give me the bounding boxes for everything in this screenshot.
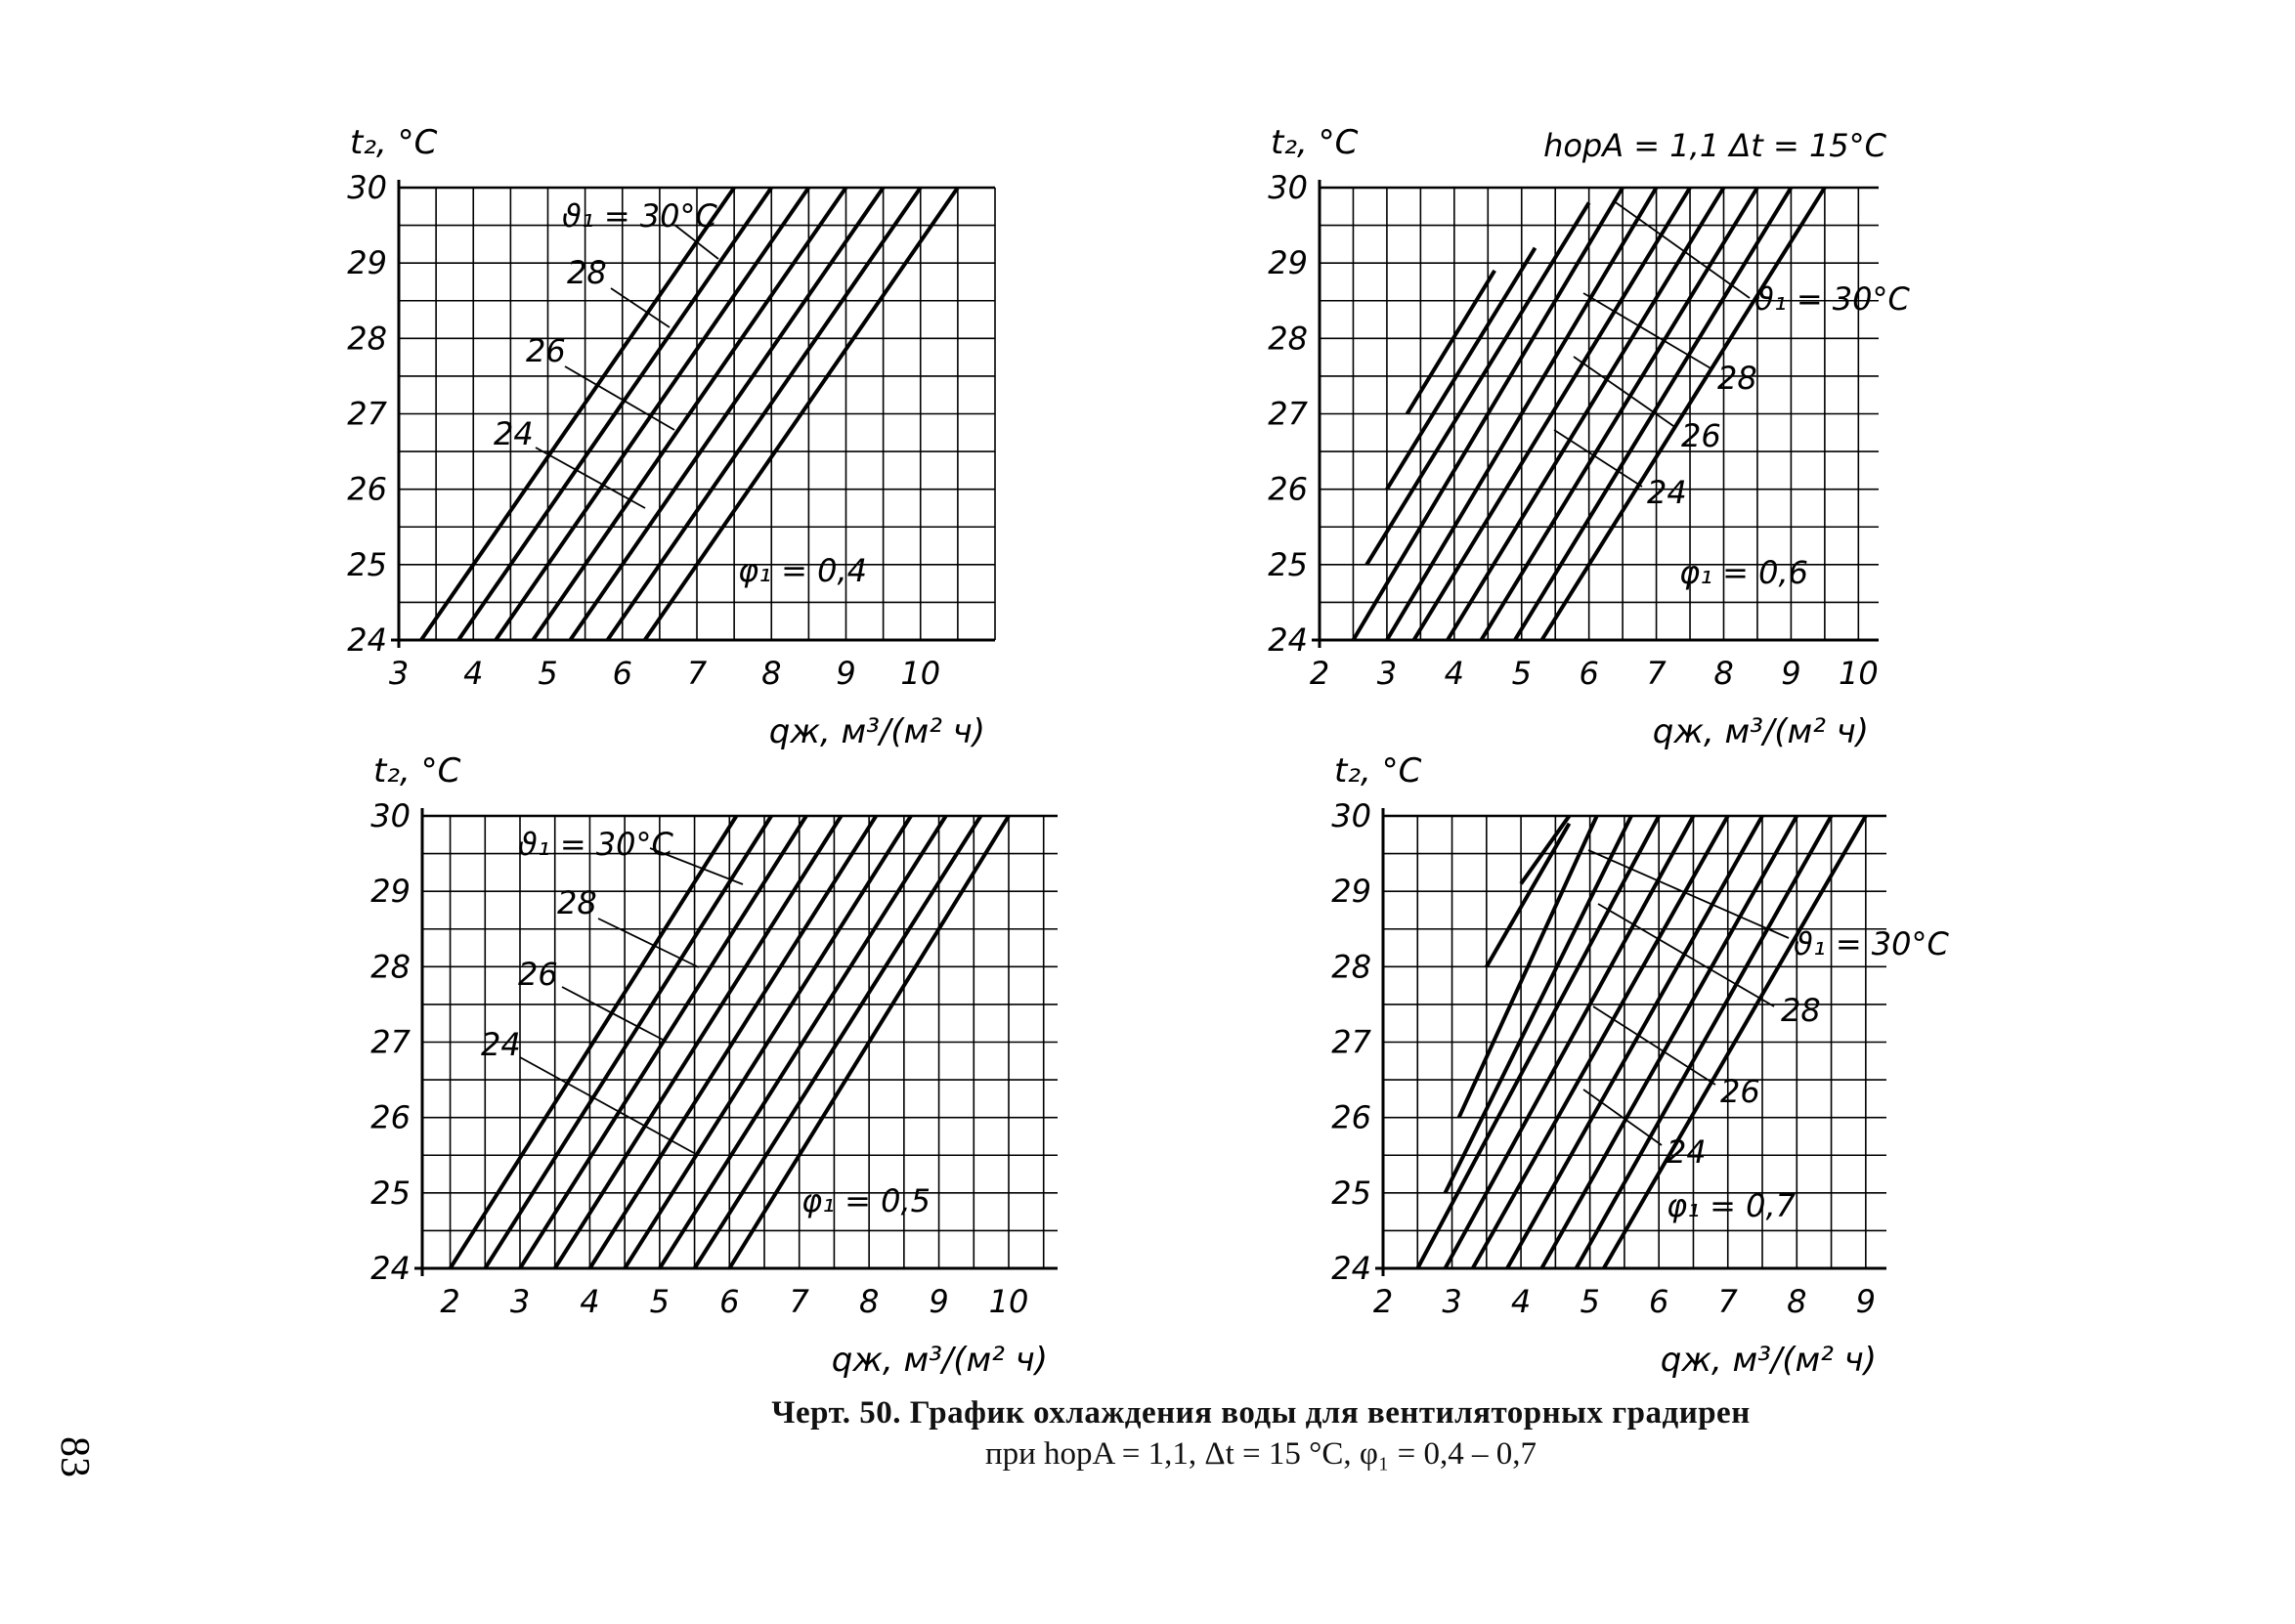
curve-label: 24 [494, 415, 534, 452]
y-tick-label: 26 [1331, 1098, 1371, 1136]
y-tick-label: 28 [1268, 320, 1308, 358]
y-tick-label: 30 [1268, 169, 1308, 206]
phi-annotation: φ₁ = 0,5 [801, 1182, 931, 1219]
x-tick-label: 6 [1579, 655, 1599, 692]
label-leader [1554, 430, 1642, 487]
page-number: 83 [52, 1436, 97, 1477]
curve-label: ϑ₁ = 30°C [1794, 925, 1949, 962]
chart-phi-0-4 [347, 123, 995, 751]
cooling-line [1521, 816, 1569, 883]
label-leader [598, 919, 699, 967]
x-tick-label: 8 [761, 655, 782, 692]
x-tick-label: 10 [900, 655, 941, 692]
y-tick-label: 25 [1331, 1174, 1371, 1212]
y-tick-label: 24 [1268, 621, 1308, 659]
curve-label: 24 [1647, 474, 1687, 511]
x-axis-title: qж, м³/(м² ч) [831, 1341, 1048, 1380]
chart-phi-0-7 [1331, 751, 1949, 1380]
x-tick-label: 4 [463, 655, 484, 692]
x-tick-label: 7 [1717, 1283, 1738, 1320]
x-tick-label: 9 [929, 1283, 949, 1320]
x-tick-label: 7 [789, 1283, 809, 1320]
y-tick-label: 24 [347, 621, 387, 659]
y-tick-label: 26 [347, 470, 387, 508]
x-tick-label: 3 [1442, 1283, 1462, 1320]
x-tick-label: 6 [1649, 1283, 1669, 1320]
x-tick-label: 9 [1855, 1283, 1877, 1320]
y-tick-label: 27 [347, 395, 387, 433]
x-tick-label: 2 [1372, 1283, 1394, 1320]
corner-note: hорA = 1,1 Δt = 15°C [1543, 127, 1886, 164]
x-tick-label: 10 [1838, 655, 1879, 692]
label-leader [562, 987, 665, 1041]
phi-annotation: φ₁ = 0,7 [1667, 1187, 1796, 1224]
y-tick-label: 28 [1331, 948, 1371, 986]
y-tick-label: 25 [370, 1174, 411, 1212]
y-axis-title: t₂, °C [1334, 751, 1422, 791]
x-tick-label: 6 [719, 1283, 740, 1320]
x-tick-label: 2 [1309, 655, 1330, 692]
curve-label: 26 [526, 332, 566, 369]
chart-phi-0-5 [370, 751, 1058, 1380]
y-tick-label: 27 [370, 1023, 411, 1061]
x-tick-label: 4 [580, 1283, 600, 1320]
phi-annotation: φ₁ = 0,4 [738, 552, 867, 589]
curve-label: 24 [481, 1026, 521, 1063]
y-tick-label: 28 [370, 948, 411, 986]
y-tick-label: 29 [347, 244, 387, 282]
x-tick-label: 7 [1646, 655, 1667, 692]
y-tick-label: 26 [370, 1098, 411, 1136]
y-tick-label: 25 [347, 545, 387, 583]
y-tick-label: 27 [1331, 1023, 1371, 1061]
y-tick-label: 28 [347, 320, 387, 358]
curve-label: 26 [518, 956, 558, 993]
curve-label: ϑ₁ = 30°C [518, 826, 673, 863]
y-tick-label: 29 [1331, 873, 1371, 911]
x-tick-label: 2 [440, 1283, 460, 1320]
x-tick-label: 5 [1580, 1283, 1600, 1320]
curve-label: ϑ₁ = 30°C [1754, 280, 1910, 318]
x-tick-label: 5 [538, 655, 558, 692]
figure-caption-params: при hорA = 1,1, Δt = 15 °C, φ₁ = 0,4 – 0,7 [984, 1436, 1537, 1472]
figure-caption-title: Черт. 50. График охлаждения воды для вентиляторных градирен [771, 1395, 1751, 1431]
x-axis-title: qж, м³/(м² ч) [768, 712, 985, 751]
y-tick-label: 27 [1268, 395, 1308, 433]
y-tick-label: 30 [1331, 797, 1371, 834]
x-tick-label: 4 [1444, 655, 1465, 692]
y-tick-label: 29 [370, 873, 411, 911]
y-axis-title: t₂, °C [1271, 123, 1359, 162]
x-tick-label: 5 [1511, 655, 1532, 692]
x-tick-label: 3 [388, 655, 410, 692]
x-tick-label: 7 [686, 655, 708, 692]
x-tick-label: 3 [1376, 655, 1398, 692]
x-tick-label: 8 [858, 1283, 880, 1320]
x-tick-label: 9 [1781, 655, 1801, 692]
curve-label: ϑ₁ = 30°C [562, 197, 717, 235]
x-tick-label: 10 [988, 1283, 1029, 1320]
curve-label: 28 [567, 254, 607, 291]
y-tick-label: 24 [370, 1250, 411, 1287]
y-axis-title: t₂, °C [350, 123, 438, 162]
x-tick-label: 4 [1510, 1283, 1532, 1320]
label-leader [520, 1057, 694, 1153]
curve-label: 28 [1781, 992, 1821, 1029]
y-tick-label: 29 [1268, 244, 1308, 282]
y-tick-label: 30 [370, 797, 411, 834]
cooling-line [1487, 824, 1570, 967]
y-tick-label: 25 [1268, 545, 1308, 583]
curve-label: 28 [557, 884, 597, 921]
label-leader [1593, 1006, 1715, 1085]
y-tick-label: 24 [1331, 1250, 1371, 1287]
x-tick-label: 6 [612, 655, 632, 692]
curve-label: 26 [1681, 417, 1721, 454]
x-tick-label: 8 [1713, 655, 1734, 692]
phi-annotation: φ₁ = 0,6 [1679, 554, 1808, 591]
x-axis-title: qж, м³/(м² ч) [1660, 1341, 1877, 1380]
x-tick-label: 3 [509, 1283, 531, 1320]
y-tick-label: 26 [1268, 470, 1308, 508]
label-leader [536, 448, 645, 508]
x-tick-label: 9 [836, 655, 856, 692]
y-axis-title: t₂, °C [373, 751, 461, 791]
curve-label: 24 [1667, 1133, 1707, 1171]
x-tick-label: 8 [1787, 1283, 1807, 1320]
curve-label: 28 [1717, 360, 1757, 397]
x-tick-label: 5 [649, 1283, 671, 1320]
y-tick-label: 30 [347, 169, 387, 206]
grid [399, 188, 995, 640]
x-axis-title: qж, м³/(м² ч) [1652, 712, 1869, 751]
curve-label: 26 [1720, 1073, 1760, 1110]
chart-phi-0-6 [1268, 123, 1910, 751]
